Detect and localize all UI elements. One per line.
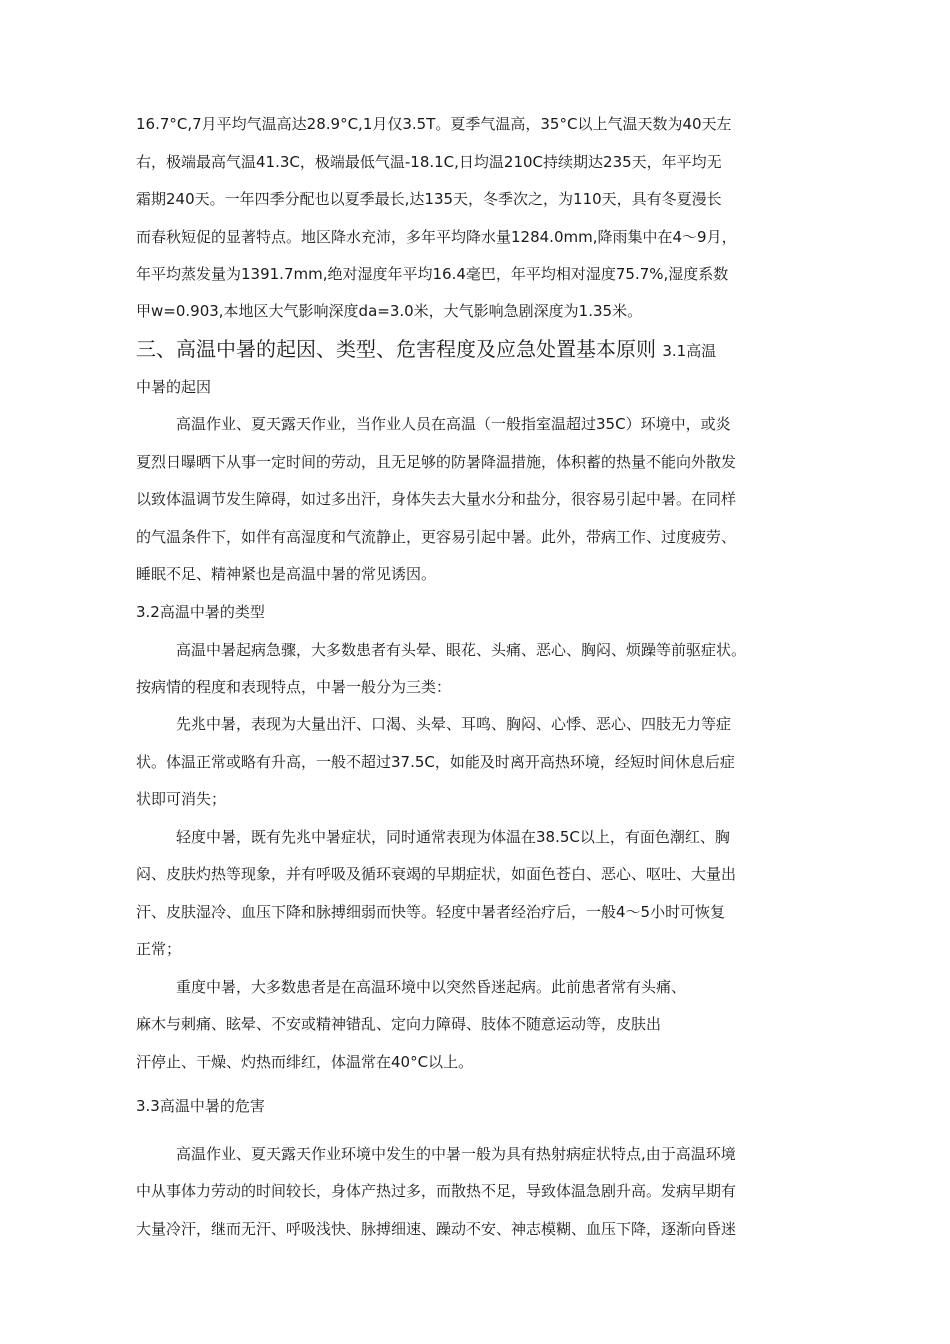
climate-line-4: 而春秋短促的显著特点。地区降水充沛，多年平均降水量1284.0mm,降雨集中在4〜9月，	[136, 228, 737, 246]
subsection-3-1-start: 3.1高温	[662, 342, 717, 360]
climate-line-6: 甲w=0.903,本地区大气影响深度da=3.0米，大气影响急剧深度为1.35米。	[136, 302, 643, 320]
cause-line-2: 夏烈日曝晒下从事一定时间的劳动，且无足够的防暑降温措施，体积蓄的热量不能向外散发	[136, 453, 737, 471]
severe-line-1: 重度中暑，大多数患者是在高温环境中以突然昏迷起病。此前患者常有头痛、	[176, 978, 687, 996]
precursor-line-2: 状。体温正常或略有升高，一般不超过37.5C，如能及时离开高热环境，经短时间休息后症	[136, 753, 735, 771]
severe-line-3: 汗停止、干燥、灼热而绯红，体温常在40°C以上。	[136, 1053, 474, 1071]
climate-line-3: 霜期240天。一年四季分配也以夏季最长,达135天，冬季次之，为110天，具有冬夏漫长	[136, 190, 722, 208]
climate-line-2: 右，极端最高气温41.3C，极端最低气温-18.1C,日均温210C持续期达235天，年平均无	[136, 153, 722, 171]
harm-line-1: 高温作业、夏天露天作业环境中发生的中暑一般为具有热射病症状特点,由于高温环境	[176, 1145, 736, 1163]
light-line-2: 闷、皮肤灼热等现象，并有呼吸及循环衰竭的早期症状，如面色苍白、恶心、呕吐、大量出	[136, 865, 737, 883]
subsection-3-1-title: 中暑的起因	[136, 378, 212, 396]
precursor-line-3: 状即可消失；	[136, 790, 227, 808]
cause-line-3: 以致体温调节发生障碍，如过多出汗，身体失去大量水分和盐分，很容易引起中暑。在同样	[136, 490, 737, 508]
cause-line-1: 高温作业、夏天露天作业，当作业人员在高温（一般指室温超过35C）环境中，或炎	[176, 415, 731, 433]
section-3-title: 三、高温中暑的起因、类型、危害程度及应急处置基本原则	[136, 337, 656, 361]
types-line-2: 按病情的程度和表现特点，中暑一般分为三类：	[136, 678, 452, 696]
light-line-4: 正常；	[136, 940, 182, 958]
subsection-3-2-title: 3.2高温中暑的类型	[136, 603, 265, 621]
cause-line-4: 的气温条件下，如伴有高湿度和气流静止，更容易引起中暑。此外，带病工作、过度疲劳、	[136, 528, 737, 546]
subsection-3-3-title: 3.3高温中暑的危害	[136, 1097, 265, 1115]
types-line-1: 高温中暑起病急骤，大多数患者有头晕、眼花、头痛、恶心、胸闷、烦躁等前驱症状。	[176, 641, 747, 659]
precursor-line-1: 先兆中暑，表现为大量出汗、口渴、头晕、耳鸣、胸闷、心悸、恶心、四肢无力等症	[176, 715, 732, 733]
harm-line-3: 大量冷汗，继而无汗、呼吸浅快、脉搏细速、躁动不安、神志模糊、血压下降，逐渐向昏迷	[136, 1220, 737, 1238]
climate-line-5: 年平均蒸发量为1391.7mm,绝对湿度年平均16.4毫巴，年平均相对湿度75.7%,湿度系数	[136, 265, 729, 283]
section-3-heading	[136, 336, 716, 364]
light-line-3: 汗、皮肤湿冷、血压下降和脉搏细弱而快等。轻度中暑者经治疗后，一般4〜5小时可恢复	[136, 903, 726, 921]
severe-line-2: 麻木与刺痛、眩晕、不安或精神错乱、定向力障碍、肢体不随意运动等，皮肤出	[136, 1015, 662, 1033]
climate-line-1: 16.7°C,7月平均气温高达28.9°C,1月仅3.5T。夏季气温高，35°C以上气温天数为40天左	[136, 115, 732, 133]
harm-line-2: 中从事体力劳动的时间较长，身体产热过多，而散热不足，导致体温急剧升高。发病早期有	[136, 1182, 737, 1200]
light-line-1: 轻度中暑，既有先兆中暑症状，同时通常表现为体温在38.5C以上，有面色潮红、胸	[176, 828, 730, 846]
cause-line-5: 睡眠不足、精神紧也是高温中暑的常见诱因。	[136, 565, 437, 583]
